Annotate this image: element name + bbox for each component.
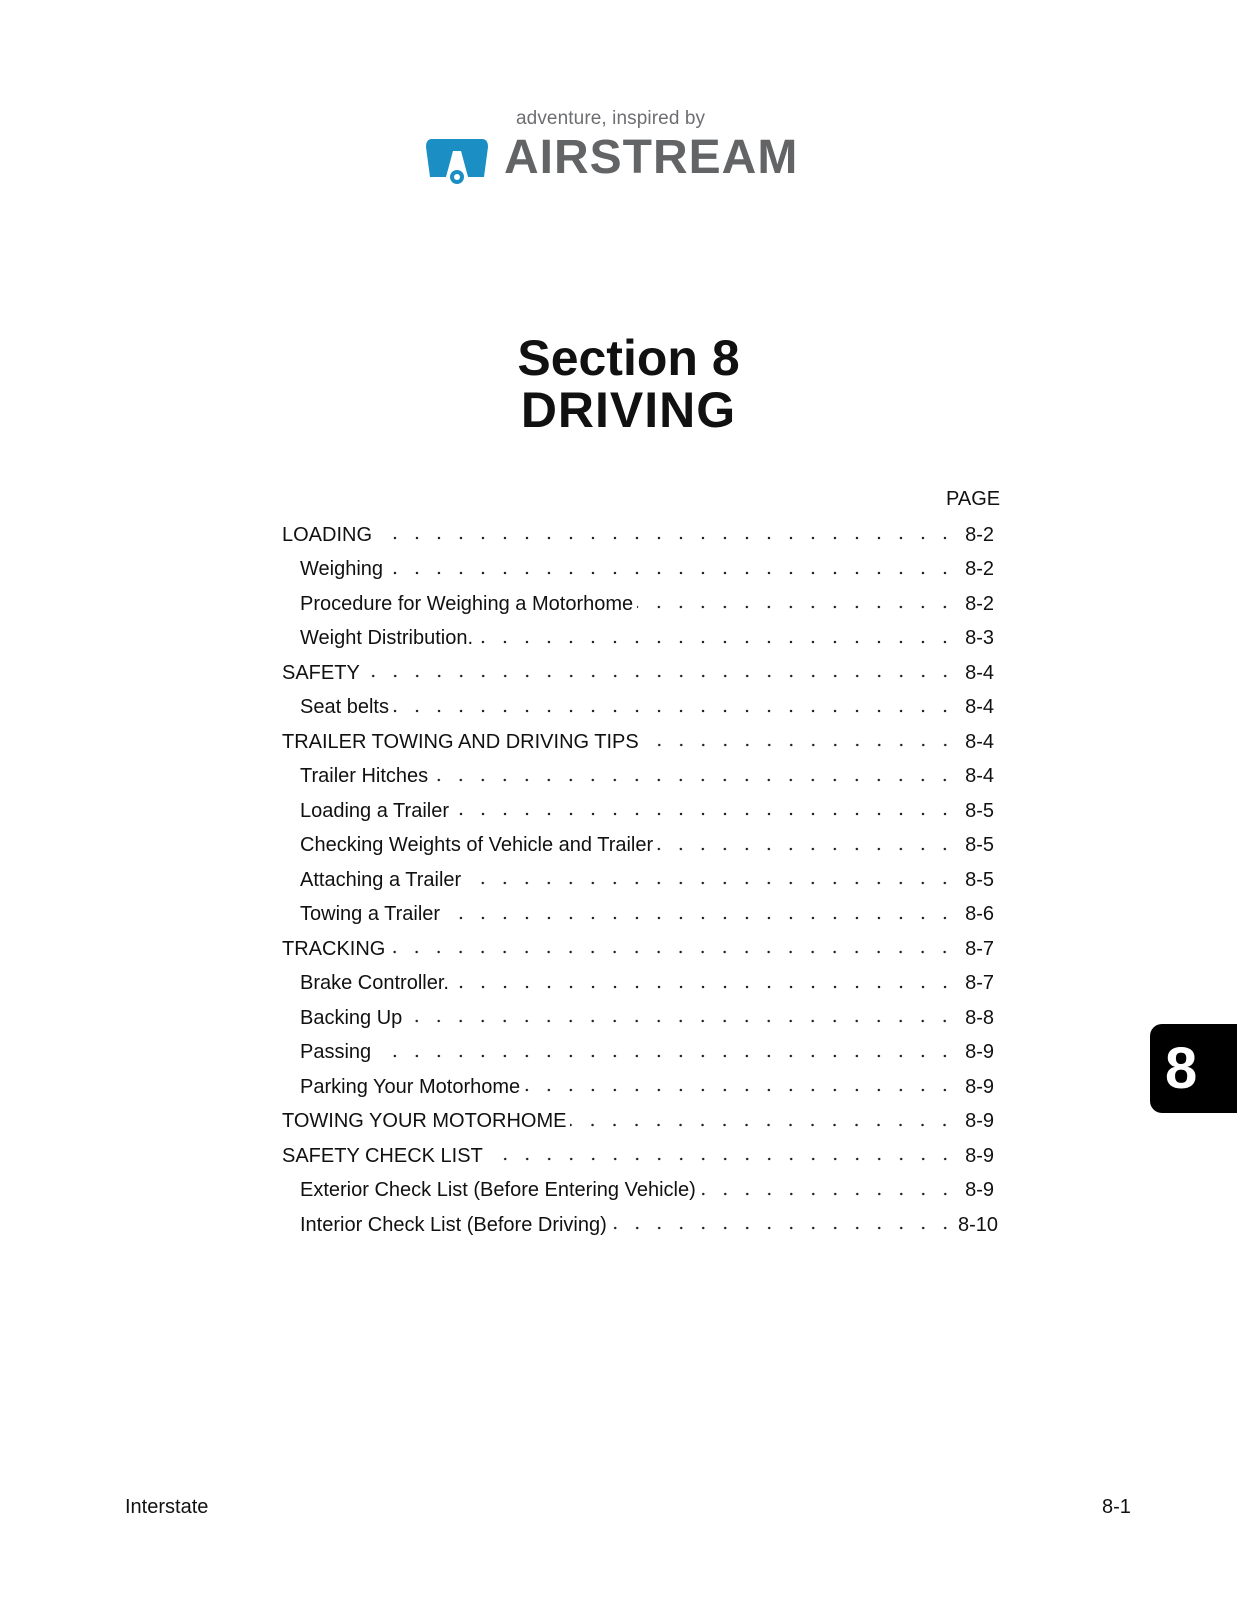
toc-entry-title: Weighing: [300, 558, 384, 581]
toc-entry-page: 8-4: [965, 661, 994, 684]
toc-entry-page: 8-3: [965, 627, 994, 650]
toc-entry-title: SAFETY CHECK LIST: [282, 1144, 483, 1167]
toc-entry-title: Trailer Hitches: [300, 765, 429, 788]
toc-entry: [282, 760, 994, 795]
toc-entry: [282, 1208, 999, 1243]
toc-dot-leader: [406, 1011, 956, 1031]
toc-entry: [282, 1001, 994, 1036]
toc-dot-leader: [444, 908, 956, 928]
toc-entry: [282, 518, 994, 553]
toc-entry: [282, 1036, 994, 1071]
footer-page-number: 8-1: [1102, 1496, 1131, 1518]
section-number-heading: Section 8: [517, 330, 740, 386]
toc-dot-leader: [376, 528, 956, 548]
toc-dot-leader: [643, 735, 956, 755]
toc-entry-title: Parking Your Motorhome: [300, 1075, 521, 1098]
logo-brand-name: AIRSTREAM: [504, 131, 799, 184]
toc-entry-page: 8-5: [965, 799, 994, 822]
toc-entry-page: 8-9: [965, 1075, 994, 1098]
toc-entry: [282, 967, 994, 1002]
toc-entry-page: 8-4: [965, 696, 994, 719]
toc-entry-title: Backing Up: [300, 1006, 403, 1029]
toc-entry-title: TRAILER TOWING AND DRIVING TIPS: [282, 730, 639, 753]
toc-entry-page: 8-9: [965, 1110, 994, 1133]
toc-entry: [282, 1139, 994, 1174]
toc-dot-leader: [570, 1115, 956, 1135]
toc-entry-title: Weight Distribution.: [300, 627, 474, 650]
section-name-heading: DRIVING: [520, 382, 737, 438]
section-tab-marker: 8: [1150, 1024, 1237, 1113]
toc-entry: [282, 553, 994, 588]
toc-entry-page: 8-7: [965, 972, 994, 995]
table-of-contents: [282, 518, 999, 1243]
toc-entry-page: 8-8: [965, 1006, 994, 1029]
toc-entry: [282, 932, 994, 967]
toc-entry: [282, 1174, 994, 1209]
toc-dot-leader: [611, 1218, 956, 1238]
toc-dot-leader: [487, 1149, 956, 1169]
toc-entry-title: SAFETY: [282, 661, 360, 684]
toc-entry-page: 8-10: [958, 1213, 999, 1236]
airstream-a-logo-icon: [424, 137, 490, 185]
toc-entry-title: Interior Check List (Before Driving): [300, 1213, 607, 1236]
toc-entry-title: Towing a Trailer: [300, 903, 441, 926]
toc-dot-leader: [700, 1184, 956, 1204]
toc-entry-page: 8-9: [965, 1144, 994, 1167]
toc-entry-title: Checking Weights of Vehicle and Trailer: [300, 834, 654, 857]
toc-entry-page: 8-7: [965, 937, 994, 960]
toc-entry: [282, 898, 994, 933]
footer-model-name: Interstate: [125, 1496, 209, 1518]
toc-entry: [282, 829, 994, 864]
toc-dot-leader: [387, 563, 956, 583]
toc-entry-title: Procedure for Weighing a Motorhome: [300, 592, 634, 615]
toc-entry-page: 8-4: [965, 765, 994, 788]
toc-entry-page: 8-5: [965, 868, 994, 891]
toc-entry: [282, 1105, 994, 1140]
toc-entry-page: 8-9: [965, 1179, 994, 1202]
airstream-logo: [424, 108, 834, 188]
toc-entry-page: 8-5: [965, 834, 994, 857]
toc-entry: [282, 656, 994, 691]
toc-entry: [282, 725, 994, 760]
toc-dot-leader: [637, 597, 956, 617]
logo-tagline: adventure, inspired by: [516, 108, 706, 129]
toc-entry: [282, 1070, 994, 1105]
toc-entry: [282, 622, 994, 657]
toc-entry-title: Brake Controller.: [300, 972, 449, 995]
toc-entry-page: 8-4: [965, 730, 994, 753]
toc-dot-leader: [375, 1046, 956, 1066]
toc-dot-leader: [389, 942, 956, 962]
toc-entry: [282, 691, 994, 726]
toc-dot-leader: [432, 770, 956, 790]
toc-entry-title: Seat belts: [300, 696, 389, 719]
toc-entry-title: Exterior Check List (Before Entering Vehicle): [300, 1179, 696, 1202]
toc-dot-leader: [393, 701, 956, 721]
toc-entry-page: 8-6: [965, 903, 994, 926]
toc-entry: [282, 587, 994, 622]
toc-entry: [282, 863, 994, 898]
toc-dot-leader: [364, 666, 956, 686]
toc-dot-leader: [477, 632, 956, 652]
toc-entry-page: 8-2: [965, 523, 994, 546]
toc-entry-page: 8-2: [965, 558, 994, 581]
toc-entry-title: TOWING YOUR MOTORHOME: [282, 1110, 567, 1133]
toc-entry-title: Passing: [300, 1041, 372, 1064]
toc-entry-page: 8-2: [965, 592, 994, 615]
toc-entry-title: TRACKING: [282, 937, 386, 960]
toc-dot-leader: [524, 1080, 956, 1100]
toc-dot-leader: [657, 839, 956, 859]
toc-entry-title: LOADING: [282, 523, 373, 546]
toc-entry-title: Loading a Trailer: [300, 799, 449, 822]
toc-entry: [282, 794, 994, 829]
toc-dot-leader: [453, 977, 956, 997]
toc-dot-leader: [453, 804, 956, 824]
toc-dot-leader: [465, 873, 956, 893]
toc-page-column-header: PAGE: [946, 488, 1001, 510]
toc-entry-title: Attaching a Trailer: [300, 868, 462, 891]
toc-entry-page: 8-9: [965, 1041, 994, 1064]
